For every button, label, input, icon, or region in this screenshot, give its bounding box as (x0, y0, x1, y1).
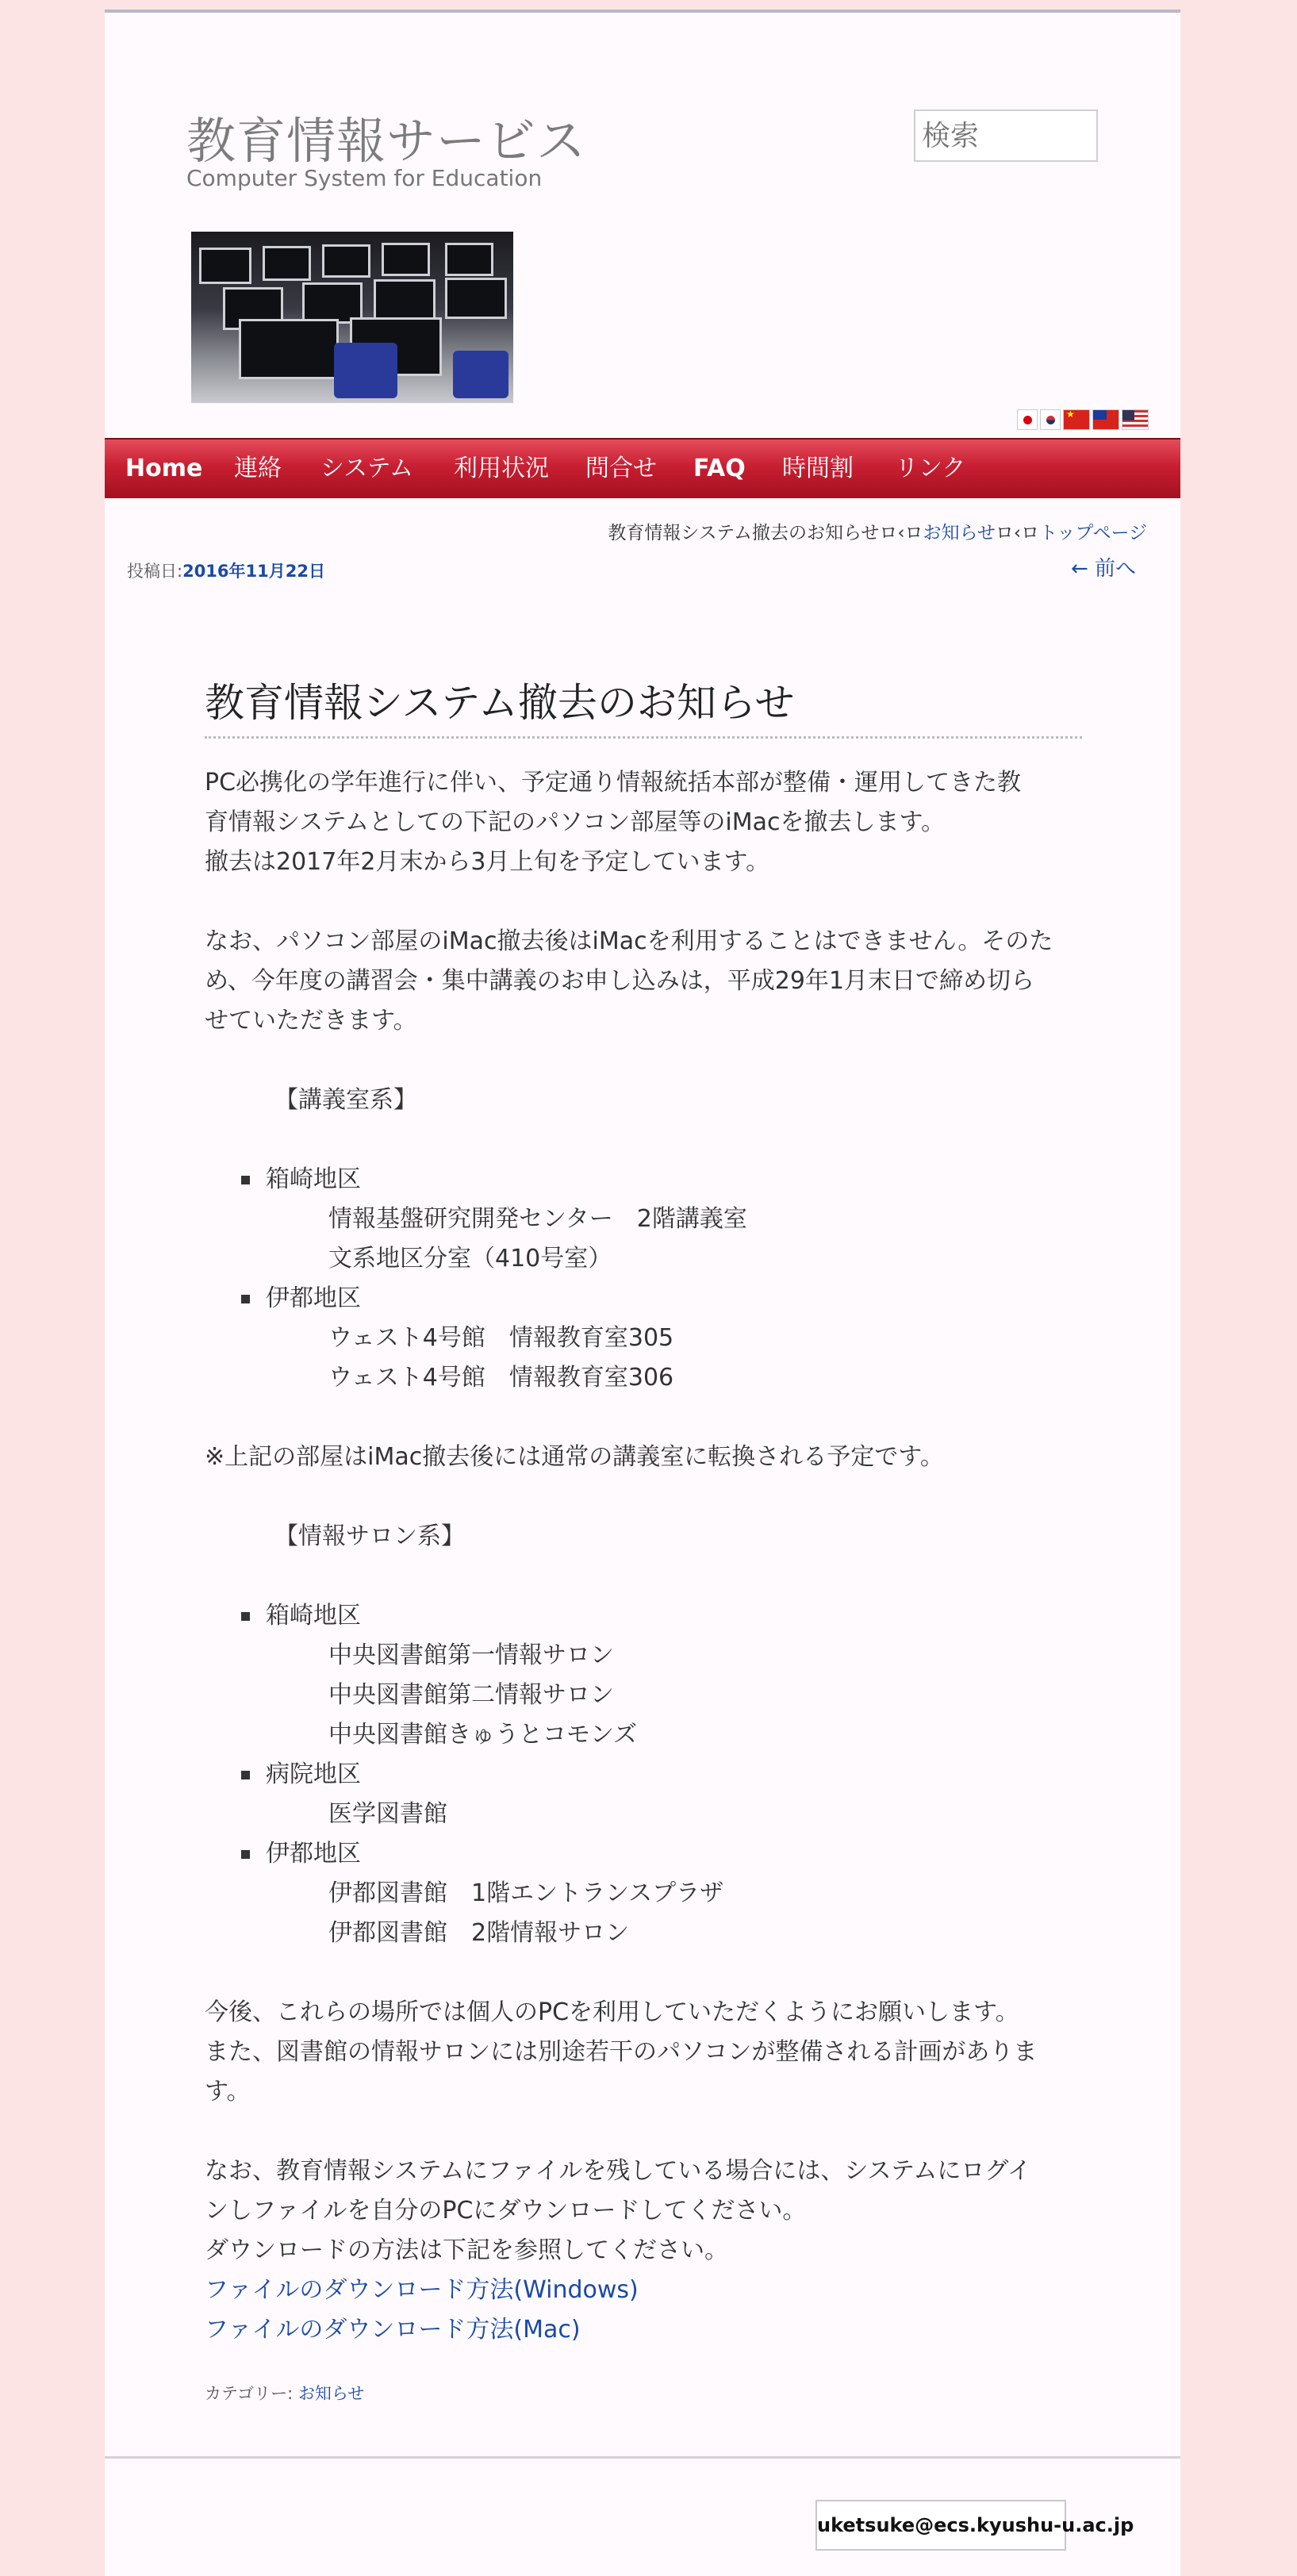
paragraph: ダウンロードの方法は下記を参照してください。 (205, 2236, 728, 2264)
us-flag-icon[interactable] (1122, 409, 1149, 430)
area-name: 病院地区 (266, 1760, 361, 1788)
room-item: 中央図書館第二情報サロン (328, 1681, 614, 1709)
category-link[interactable]: お知らせ (297, 2384, 365, 2403)
paragraph: め、今年度の講習会・集中講義のお申し込みは，平成29年1月末日で締め切ら (205, 967, 1035, 995)
nav-item-home[interactable]: Home (125, 455, 203, 482)
breadcrumb-current: 教育情報システム撤去のお知らせ (608, 523, 880, 543)
entry-title: 教育情報システム撤去のお知らせ (205, 671, 1082, 739)
posted-label: 投稿日: (127, 562, 183, 581)
page-container (105, 10, 1180, 2576)
room-item: 文系地区分室（410号室） (328, 1245, 612, 1273)
room-item: ウェスト4号館 情報教育室305 (328, 1324, 674, 1352)
note: ※上記の部屋はiMac撤去後には通常の講義室に転換される予定です。 (205, 1443, 944, 1471)
nav-item-contact[interactable]: 連絡 (234, 455, 282, 482)
search-input[interactable] (914, 109, 1098, 162)
category-label: カテゴリー: (205, 2384, 294, 2403)
area-name: 箱崎地区 (266, 1602, 361, 1630)
list-item (205, 1596, 1082, 1636)
nav-item-system[interactable]: システム (320, 455, 413, 482)
paragraph: ンしファイルを自分のPCにダウンロードしてください。 (205, 2197, 807, 2225)
list-item (205, 1279, 1082, 1319)
paragraph: 今後、これらの場所では個人のPCを利用していただくようにお願いします。 (205, 1998, 1019, 2026)
paragraph: せていただきます。 (205, 1007, 417, 1035)
section-heading: 【講義室系】 (274, 1086, 417, 1114)
entry-content (205, 763, 1082, 2405)
footer-divider (105, 2456, 1180, 2459)
bullet-icon (241, 1850, 250, 1859)
breadcrumb (608, 518, 1147, 544)
room-item: 情報基盤研究開発センター 2階講義室 (328, 1205, 747, 1233)
download-mac-link[interactable]: ファイルのダウンロード方法(Mac) (205, 2316, 581, 2344)
breadcrumb-separator: ロ‹ロ (995, 523, 1040, 543)
list-item (205, 1834, 1082, 1874)
taiwanese-flag-icon[interactable] (1092, 409, 1119, 430)
nav-item-usage[interactable]: 利用状況 (454, 455, 549, 482)
area-name: 伊都地区 (266, 1840, 361, 1868)
paragraph: す。 (205, 2078, 251, 2106)
contact-email[interactable]: uketsuke@ecs.kyushu-u.ac.jp (815, 2500, 1066, 2551)
post-date (127, 559, 325, 582)
section-heading: 【情報サロン系】 (274, 1522, 465, 1550)
bullet-icon (241, 1612, 250, 1621)
main-nav (105, 438, 1180, 498)
bullet-icon (241, 1176, 250, 1184)
nav-item-faq[interactable]: FAQ (693, 455, 746, 482)
list-item (205, 1160, 1082, 1200)
site-description: Computer System for Education (186, 165, 543, 191)
paragraph: 撤去は2017年2月末から3月上旬を予定しています。 (205, 848, 770, 876)
room-item: 医学図書館 (328, 1800, 447, 1828)
room-item: ウェスト4号館 情報教育室306 (328, 1364, 674, 1392)
posted-date-link[interactable]: 2016年11月22日 (182, 562, 325, 581)
site-title[interactable]: 教育情報サービス (186, 112, 587, 170)
paragraph: PC必携化の学年進行に伴い、予定通り情報統括本部が整備・運用してきた教 (205, 769, 1022, 797)
korean-flag-icon[interactable] (1040, 409, 1061, 430)
breadcrumb-top-link[interactable]: トップページ (1039, 523, 1147, 543)
area-name: 箱崎地区 (266, 1165, 361, 1193)
bullet-icon (241, 1295, 250, 1303)
nav-item-inquiry[interactable]: 問合せ (585, 455, 657, 482)
breadcrumb-category-link[interactable]: お知らせ (923, 523, 996, 543)
previous-post-link[interactable]: ← 前へ (1070, 557, 1136, 581)
nav-item-links[interactable]: リンク (895, 455, 966, 482)
room-item: 中央図書館きゅうとコモンズ (328, 1721, 638, 1749)
paragraph: なお、パソコン部屋のiMac撤去後はiMacを利用することはできません。そのた (205, 927, 1053, 955)
japanese-flag-icon[interactable] (1017, 409, 1038, 430)
entry-category (205, 2382, 1082, 2405)
bullet-icon (241, 1771, 250, 1779)
area-name: 伊都地区 (266, 1284, 361, 1312)
room-item: 伊都図書館 2階情報サロン (328, 1919, 630, 1947)
header-image (191, 232, 513, 403)
paragraph: また、図書館の情報サロンには別途若干のパソコンが整備される計画がありま (205, 2038, 1038, 2066)
download-windows-link[interactable]: ファイルのダウンロード方法(Windows) (205, 2276, 639, 2304)
paragraph: 育情報システムとしての下記のパソコン部屋等のiMacを撤去します。 (205, 808, 946, 836)
room-item: 伊都図書館 1階エントランスプラザ (328, 1879, 724, 1907)
room-item: 中央図書館第一情報サロン (328, 1641, 614, 1669)
nav-item-timetable[interactable]: 時間割 (782, 455, 854, 482)
language-flags (1017, 409, 1149, 430)
paragraph: なお、教育情報システムにファイルを残している場合には、システムにログイ (205, 2157, 1031, 2185)
breadcrumb-separator: ロ‹ロ (879, 523, 923, 543)
chinese-flag-icon[interactable] (1063, 409, 1090, 430)
list-item (205, 1755, 1082, 1795)
